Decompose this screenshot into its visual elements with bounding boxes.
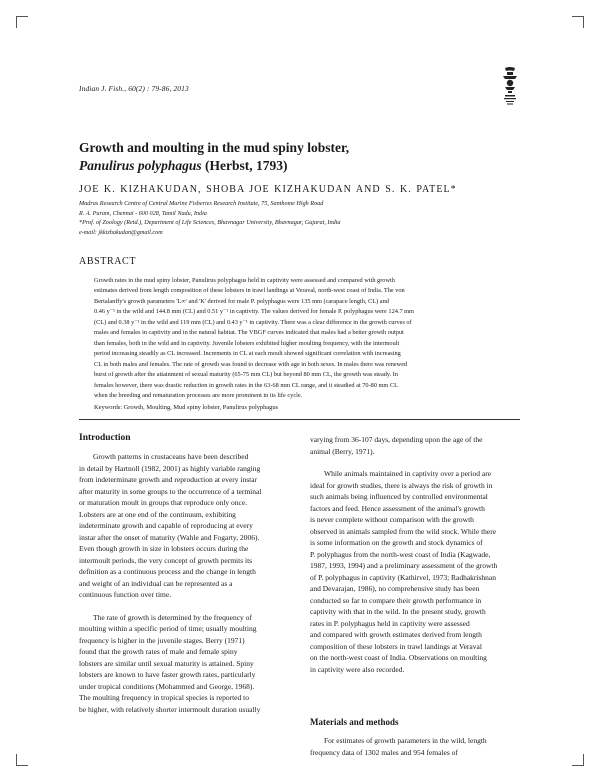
body-line: after maturity in some groups to the occurrence of a terminal [79,486,262,496]
body-line: Growth patterns in crustaceans have been described [93,452,249,461]
body-line: and compared with growth estimates derived from length [310,630,482,639]
institute-emblem-icon [499,66,521,106]
body-line: composition of these lobsters in trawl landings at Veraval [310,641,482,651]
abstract-line: Growth rates in the mud spiny lobster, Panulirus polyphagus held in captivity were assessed and compared with growth [94,277,395,284]
abstract-line: Bertalanffy's growth parameters 'L∞' and 'K' derived for male P. polyphagus were 135 mm (carapace length, CL) and [94,297,389,305]
email-line: e-mail: jkkizhakudan@gmail.com [79,228,163,236]
affiliation-line: *Prof. of Zoology (Retd.), Department of Life Sciences, Bhavnagar University, Bhavnagar, Gujarat, India [79,219,341,227]
body-line: factors and feed. Hence assessment of the animal's growth [310,503,485,513]
body-line: captivity with that in the wild. In the present study, growth [310,607,486,616]
keywords-list: Growth, Moulting, Mud spiny lobster, Panulirus polyphagus [123,404,279,411]
body-line: or maturation moult in groups that reproduce only once. [79,498,248,507]
crop-mark [572,765,584,766]
abstract-line: 0.46 y⁻¹ in the wild and 144.8 mm (CL) and 0.51 y⁻¹ in captivity. The values derived for female P. polyphagus were 124.7 mm [94,308,414,316]
crop-mark [16,16,28,17]
body-line: P. polyphagus from the north-west coast of India (Kagwade, [310,549,491,559]
body-line: animal (Berry, 1971). [310,446,375,456]
methods-body [310,735,521,758]
abstract-line: females however, there was drastic reduction in growth rates in the 63-68 mm CL range, and it steadied at 70-80 mm CL [94,381,398,389]
authors: JOE K. KIZHAKUDAN, SHOBA JOE KIZHAKUDAN AND S. K. PATEL* [79,184,457,195]
body-line: found that the growth rates of male and female spiny [79,647,238,656]
abstract-line: estimates derived from length composition of these lobsters in trawl landings at Veraval, north-west coast of India. The von [94,287,405,295]
body-line: lobsters are similar until sexual maturity is attained. Spiny [79,658,254,668]
left-column [79,451,290,715]
body-line: The rate of growth is determined by the frequency of [93,612,252,622]
article-title [79,139,539,175]
abstract-body [94,276,524,401]
body-line: is never complete without comparison with the growth [310,515,474,524]
abstract-line: when the breeding and rematuration processes are more prominent in its life cycle. [94,391,303,399]
crop-mark [16,765,28,766]
title-line-1: Growth and moulting in the mud spiny lobster, [79,140,350,155]
body-line: frequency is higher in the juvenile stages. Berry (1971) [79,635,245,645]
title-species: Panulirus polyphagus [79,158,202,173]
abstract-line: burst of growth after the attainment of sexual maturity (65-75 mm CL) but beyond 80 mm CL, the growth was steady. In [94,371,399,379]
abstract-heading: ABSTRACT [79,256,137,267]
crop-mark [583,16,584,28]
journal-citation: Indian J. Fish., 60(2) : 79-86, 2013 [79,84,189,93]
abstract-line: than females, both in the wild and in captivity. Juvenile lobsters exhibited higher moulting frequency, with the intermoult [94,339,400,347]
body-line: is some information on the growth and stock dynamics of [310,538,483,547]
body-line: instar after the onset of maturity (Wahle and Fogarty, 2006). [79,532,260,542]
body-line: While animals maintained in captivity over a period are [324,469,492,478]
body-line: rates in P. polyphagus held in captivity were assessed [310,618,470,628]
affiliation-line: Madras Research Centre of Central Marine Fisheries Research Institute, 75, Santhome High Road [79,200,324,207]
abstract-line: CL in both males and females. The rate of growth was found to decrease with age in both sexes. In males there was renewed [94,360,408,368]
body-line: and Devarajan, 1986), no comprehensive study has been [310,584,480,593]
keywords-label: Keywords: [94,404,123,411]
crop-mark [16,16,17,28]
abstract-line: period increasing steadily as CL increased. Increments in CL at each moult showed significant correlation with increasing [94,350,401,358]
affiliations [79,199,539,237]
right-column [310,434,521,675]
body-line: indeterminate growth and capable of reproducing at every [79,521,253,530]
body-line: on the north-west coast of India. Observations on moulting [310,653,487,662]
body-line: definition as a continuous process and the change in length [79,567,256,576]
body-line: be higher, with relatively shorter intermoult duration usually [79,704,261,714]
body-line: under tropical conditions (Mohammed and George, 1968). [79,681,255,691]
title-line-2 [79,157,539,175]
abstract-line: (CL) and 0.38 y⁻¹ in the wild and 119 mm (CL) and 0.43 y⁻¹ in captivity. There was a clear difference in the growth curves of [94,318,412,326]
body-line: observed in animals sampled from the wild stock. While there [310,526,497,536]
body-line: from indeterminate growth and reproduction at every instar [79,475,258,484]
body-line: ideal for growth studies, there is always the risk of growth in [310,480,493,490]
body-line: varying from 36-107 days, depending upon the age of the [310,435,483,444]
body-line: Lobsters are at one end of the continuum, exhibiting [79,509,236,519]
body-line: in detail by Hartnoll (1982, 2001) as highly variable ranging [79,463,261,473]
methods-heading: Materials and methods [310,717,399,727]
body-line: and weight of an individual can be represented as a [79,578,233,588]
body-line: The moulting frequency in tropical species is reported to [79,693,249,702]
body-line: moulting within a specific period of time; usually moulting [79,624,257,633]
body-line: intermoult periods, the very concept of growth permits its [79,555,253,565]
title-author-year: (Herbst, 1793) [205,158,288,173]
section-divider [79,419,520,420]
crop-mark [572,16,584,17]
body-line: of P. polyphagus in captivity (Kathirvel, 1973; Radhakrishnan [310,572,497,582]
body-line: 1987, 1993, 1994) and a preliminary assessment of the growth [310,561,498,570]
abstract-line: males and females in captivity and in the natural habitat. The VBGF curves indicated that males had a better growth output [94,329,404,337]
body-line: such animals being influenced by controlled environmental [310,492,488,501]
body-line: in captivity were also recorded. [310,664,405,674]
keywords [94,404,278,411]
body-line: Even though growth in size in lobsters occurs during the [79,544,249,553]
body-line: conducted so far to compare their growth performance in [310,595,482,605]
body-line: lobsters are known to have faster growth rates, particularly [79,670,256,679]
body-line: frequency data of 1302 males and 954 females of [310,747,458,757]
body-line: For estimates of growth parameters in the wild, length [324,736,487,745]
affiliation-line: R. A. Puram, Chennai - 600 028, Tamil Nadu, India [79,209,207,217]
body-line: continuous function over time. [79,590,172,599]
introduction-heading: Introduction [79,433,131,443]
